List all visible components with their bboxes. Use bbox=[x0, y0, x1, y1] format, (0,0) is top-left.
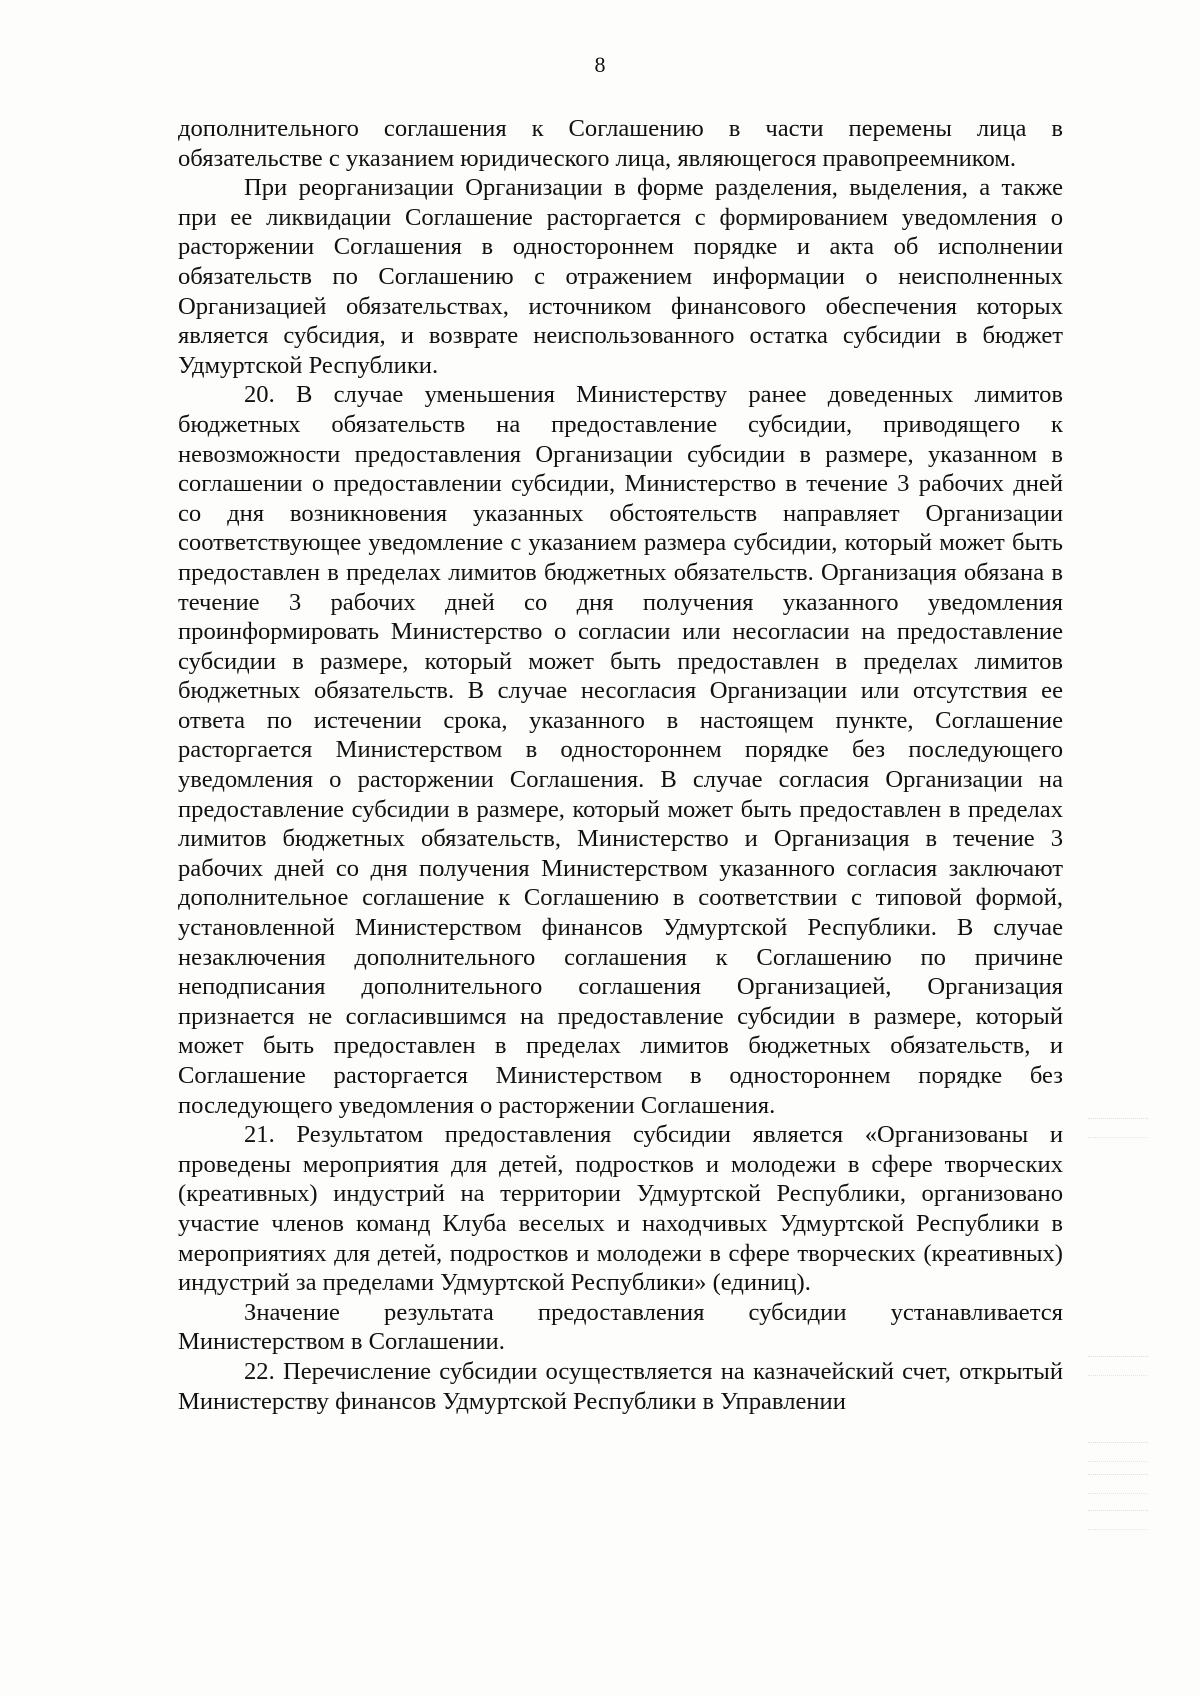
page-number: 8 bbox=[594, 52, 606, 77]
paragraph-clause-21: 21. Результатом предоставления субсидии является «Организованы и проведены мероприятия для детей, подростков и молодежи в сфере творческих (креативных) индустрий на территории Удмуртской Республики, организовано участие членов команд Клуба веселых и находчивых Удмуртской Республики в мероприятиях для детей, подростков и молодежи в сфере творческих (креативных) индустрий за пределами Удмуртской Республики» (единиц). bbox=[178, 1121, 1063, 1297]
document-body bbox=[178, 114, 1063, 1416]
paragraph-clause-20: 20. В случае уменьшения Министерству ранее доведенных лимитов бюджетных обязательств на предоставление субсидии, приводящего к невозможности предоставления Организации субсидии в размере, указанном в соглашении о предоставлении субсидии, Министерство в течение 3 рабочих дней со дня возникновения указанных обстоятельств направляет Организации соответствующее уведомление с указанием размера субсидии, который может быть предоставлен в пределах лимитов бюджетных обязательств. Организация обязана в течение 3 рабочих дней со дня получения указанного уведомления проинформировать Министерство о согласии или несогласии на предоставление субсидии в размере, который может быть предоставлен в пределах лимитов бюджетных обязательств. В случае несогласия Организации или отсутствия ее ответа по истечении срока, указанного в настоящем пункте, Соглашение расторгается Министерством в одностороннем порядке без последующего уведомления о расторжении Соглашения. В случае согласия Организации на предоставление субсидии в размере, который может быть предоставлен в пределах лимитов бюджетных обязательств, Министерство и Организация в течение 3 рабочих дней со дня получения Министерством указанного согласия заключают дополнительное соглашение к Соглашению в соответствии с типовой формой, установленной Министерством финансов Удмуртской Республики. В случае незаключения дополнительного соглашения к Соглашению по причине неподписания дополнительного соглашения Организацией, Организация признается не согласившимся на предоставление субсидии в размере, который может быть предоставлен в пределах лимитов бюджетных обязательств, и Соглашение расторгается Министерством в одностороннем порядке без последующего уведомления о расторжении Соглашения. bbox=[178, 381, 1063, 1119]
scan-noise-mark bbox=[1088, 1442, 1148, 1462]
scan-noise-mark bbox=[1088, 1510, 1148, 1530]
paragraph-result-value: Значение результата предоставления субсидии устанавливается Министерством в Соглашении. bbox=[178, 1298, 1063, 1356]
paragraph-clause-22: 22. Перечисление субсидии осуществляется на казначейский счет, открытый Министерству финансов Удмуртской Республики в Управлении bbox=[178, 1357, 1063, 1415]
scan-noise-mark bbox=[1088, 1474, 1148, 1494]
scan-noise-mark bbox=[1088, 1118, 1148, 1138]
paragraph-continuation: дополнительного соглашения к Соглашению в части перемены лица в обязательстве с указанием юридического лица, являющегося правопреемником. bbox=[178, 115, 1063, 172]
paragraph-reorganization: При реорганизации Организации в форме разделения, выделения, а также при ее ликвидации Соглашение расторгается с формированием уведомления о расторжении Соглашения в одностороннем порядке и акта об исполнении обязательств по Соглашению с отражением информации о неисполненных Организацией обязательствах, источником финансового обеспечения которых является субсидия, и возврате неиспользованного остатка субсидии в бюджет Удмуртской Республики. bbox=[178, 174, 1063, 379]
scan-noise-mark bbox=[1088, 1356, 1148, 1376]
